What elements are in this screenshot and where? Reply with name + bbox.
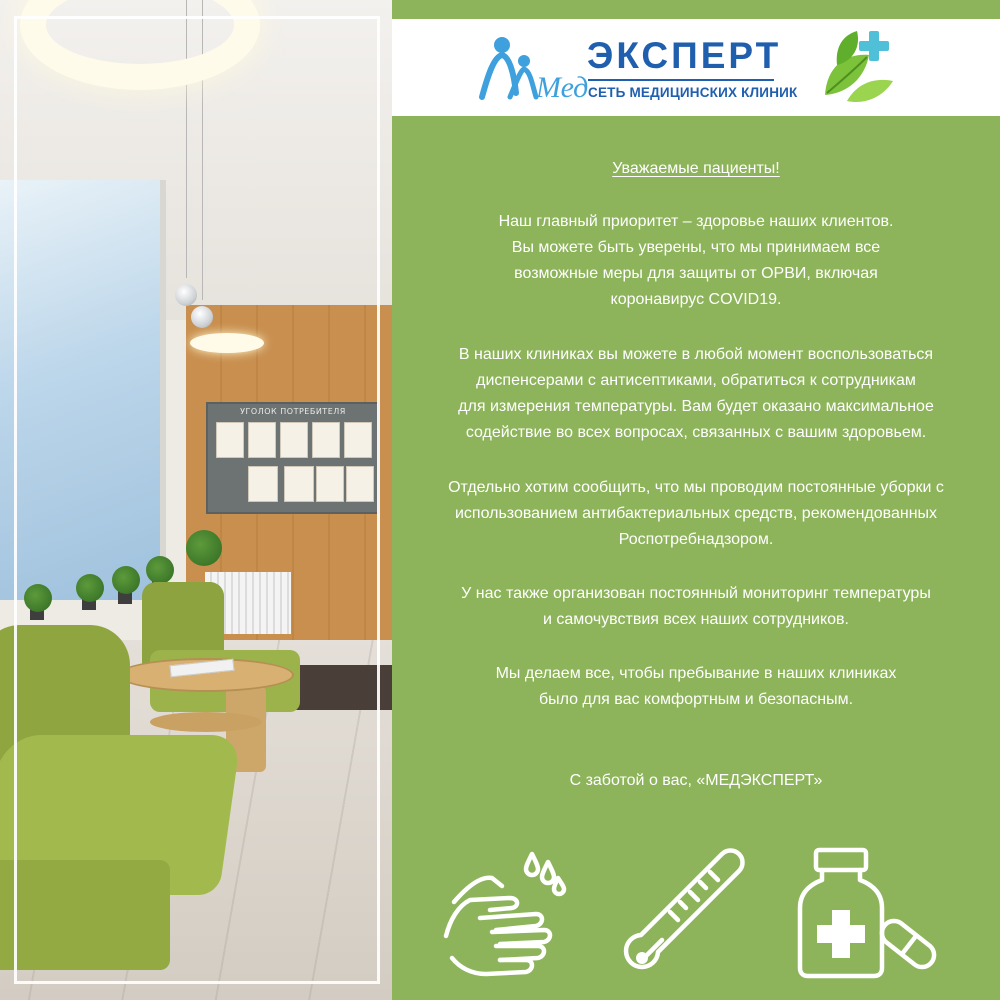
text-line: содействие во всех вопросах, связанных с вашим здоровьем. bbox=[465, 424, 927, 441]
notice-board-title: УГОЛОК ПОТРЕБИТЕЛЯ bbox=[240, 407, 346, 416]
text-line: для измерения температуры. Вам будет оказано максимальное bbox=[458, 398, 934, 415]
text-line: диспенсерами с антисептиками, обратиться к сотрудникам bbox=[476, 372, 916, 389]
text-line: и самочувствия всех наших сотрудников. bbox=[543, 611, 849, 628]
text-line: Наш главный приоритет – здоровье наших клиентов. bbox=[498, 213, 894, 230]
decorative-frame bbox=[14, 16, 380, 984]
brand-header bbox=[392, 19, 1000, 116]
paragraph-cleaning bbox=[392, 475, 1000, 553]
text-line: Отдельно хотим сообщить, что мы проводим постоянные уборки с bbox=[448, 479, 944, 496]
paragraph-priority bbox=[392, 209, 1000, 313]
text-line: Мы делаем все, чтобы пребывание в наших клиниках bbox=[495, 665, 897, 682]
medexpert-logo-icon bbox=[480, 35, 589, 105]
text-line: возможные меры для защиты от ОРВИ, включая bbox=[514, 265, 878, 282]
text-line: коронавирус COVID19. bbox=[610, 291, 782, 308]
paragraph-antiseptics bbox=[392, 342, 1000, 446]
signature: С заботой о вас, «МЕДЭКСПЕРТ» bbox=[569, 772, 823, 789]
hand-washing-icon bbox=[440, 840, 570, 980]
text-line: Роспотребнадзором. bbox=[618, 531, 774, 548]
clinic-lobby-photo bbox=[0, 0, 392, 1000]
text-line: было для вас комфортным и безопасным. bbox=[538, 691, 854, 708]
brand-name: ЭКСПЕРТ bbox=[587, 35, 782, 76]
text-line: У нас также организован постоянный мониторинг температуры bbox=[461, 585, 931, 602]
text-line: Вы можете быть уверены, что мы принимаем все bbox=[511, 239, 881, 256]
text-line: использованием антибактериальных средств, рекомендованных bbox=[454, 505, 938, 522]
green-leaf-cross-icon bbox=[817, 25, 901, 109]
medicine-bottle-icon bbox=[796, 846, 946, 981]
greeting-heading: Уважаемые пациенты! bbox=[612, 160, 780, 177]
brand-subtitle: СЕТЬ МЕДИЦИНСКИХ КЛИНИК bbox=[588, 85, 798, 100]
logo-prefix: Мед bbox=[536, 71, 589, 104]
brand-underline bbox=[588, 79, 774, 81]
paragraph-monitoring bbox=[392, 581, 1000, 633]
thermometer-icon bbox=[612, 846, 747, 981]
paragraph-comfort bbox=[392, 661, 1000, 713]
text-line: В наших клиниках вы можете в любой момент воспользоваться bbox=[458, 346, 934, 363]
